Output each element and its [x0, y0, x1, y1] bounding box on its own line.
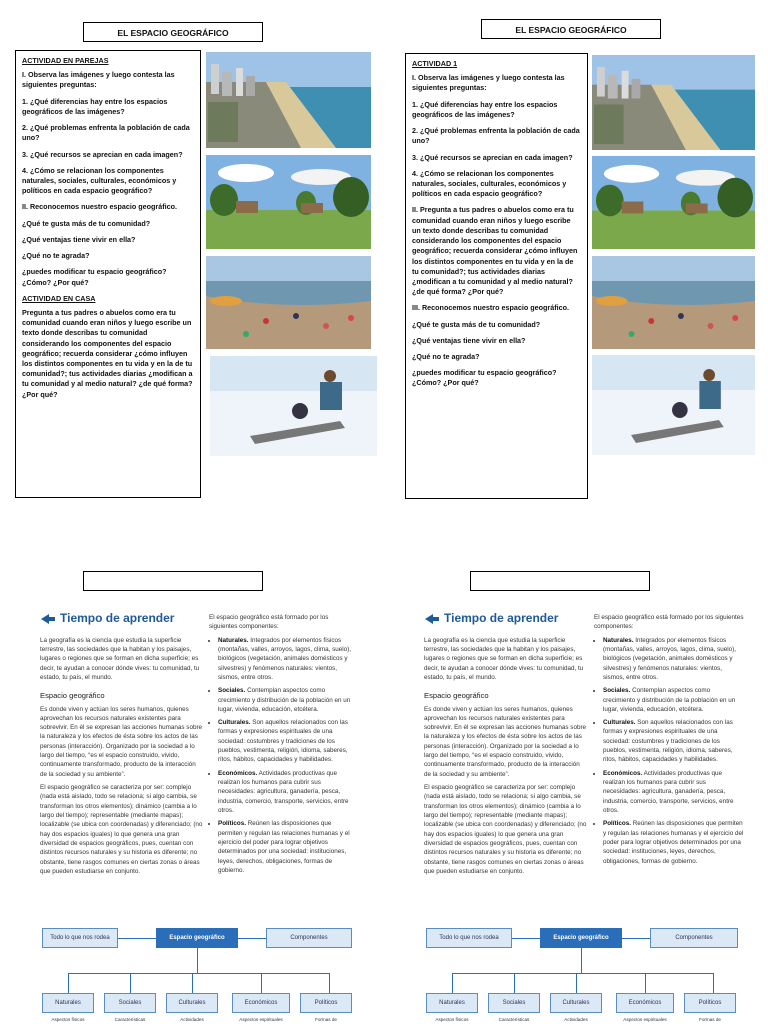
diagram-box-right: Componentes — [266, 928, 352, 948]
photo-snow-fishing — [210, 356, 377, 456]
right-bottom-title-box — [470, 571, 650, 591]
right-q2: 2. ¿Qué problemas enfrenta la población de cada uno? — [412, 126, 580, 146]
book-col2-intro: El espacio geográfico está formado por los siguientes componentes: — [594, 614, 744, 631]
left-bottom-title-box — [83, 571, 263, 591]
left-home-heading: ACTIVIDAD EN CASA — [22, 293, 96, 303]
diagram-item: Políticos — [300, 993, 352, 1013]
diagram-item: Económicos — [232, 993, 290, 1013]
diagram-box-right: Componentes — [650, 928, 738, 948]
component-item: • Políticos. Reúnen las disposiciones que permiten y regulan las relaciones humanas y el ejercicio del poder para lograr objetivos determinados por una sociedad: instituciones, leyes, derechos, obligaciones, formas de gobierno. — [218, 819, 357, 875]
photo-coastal-city-2 — [592, 55, 755, 150]
right-q6: III. Reconocemos nuestro espacio geográfico. — [412, 303, 569, 313]
diagram-sub: Características — [498, 1017, 530, 1022]
diagram-item: Naturales — [426, 993, 478, 1013]
right-q9: ¿Qué no te agrada? — [412, 352, 480, 362]
diagram-sub: Formas de — [699, 1017, 721, 1022]
diagram-item: Económicos — [616, 993, 674, 1013]
diagram-item: Sociales — [488, 993, 540, 1013]
diagram-sub: Aspectos físicos — [51, 1017, 85, 1022]
concept-diagram-right — [424, 928, 742, 1024]
component-item: • Económicos. Actividades productivas que realizan los humanos para cubrir sus necesidades: agricultura, ganadería, pesca, industria, comercio, transporte, servicios, entre otros. — [603, 769, 744, 816]
book-col2-right — [594, 613, 744, 870]
diagram-item: Sociales — [104, 993, 156, 1013]
photo-rural-field-2 — [592, 156, 755, 249]
book-p2: El espacio geográfico se caracteriza por ser: complejo (nada está aislado, todo se relaciona; si algo cambia, se transforman los otros elementos); dinámico (cambia a lo largo del tiempo); representable (mediante mapas); localizable (se ubica con coordenadas) y diferenciado; (no hay dos espacios iguales) lo que genera una gran diversidad de espacios geográficos, pues, cuentan con distintos recursos naturales y su historia es diferente; no obstante, tiene rasgos comunes en ciertas zonas o áreas que pueden estudiarse en conjunto. — [40, 784, 203, 875]
right-q5: II. Pregunta a tus padres o abuelos como era tu comunidad cuando eran niños y luego escribe un texto donde describas tu comunidad considerando los componentes del espacio geográfico; recuerda considerar ¿cómo influyen los distintos componentes en tu vida y en la de tu comunidad?; tus actividades diarias ¿modifican a tu comunidad y al medio natural? ¿de qué forma? ¿Por qué? — [412, 205, 578, 297]
diagram-sub: Aspectos físicos — [435, 1017, 469, 1022]
right-activity-heading: ACTIVIDAD 1 — [412, 59, 458, 68]
component-item: • Sociales. Contemplan aspectos como crecimiento y distribución de la población en un lugar, vivienda, educación, etcétera. — [218, 686, 357, 714]
arrow-icon — [40, 613, 56, 625]
component-item: • Naturales. Integrados por elementos físicos (montañas, valles, arroyos, lagos, clima, suelo), biológicos (vegetación, animales domésticos y silvestres) y fenómenos naturales: vientos, sismos, entre otros. — [218, 636, 357, 683]
right-q7: ¿Qué te gusta más de tu comunidad? — [412, 319, 541, 329]
left-q1: 1. ¿Qué diferencias hay entre los espacios geográficos de las imágenes? — [22, 96, 168, 116]
arrow-icon — [424, 613, 440, 625]
book-col1-left — [40, 610, 203, 880]
book-p1: Es donde viven y actúan los seres humanos, quienes aprovechan los recursos naturales existentes para sobrevivir. En él se expresan las acciones humanas sobre la naturaleza y los efectos de ésta sobre los actos de las personas (interacción). Organizado por la sociedad a lo largo del tiempo, “es el espacio construido, vivido, continuamente transformado, producto de la interacción de la sociedad y su ambiente”. — [40, 705, 203, 778]
book-title: Tiempo de aprender — [40, 610, 203, 628]
book-sub: Espacio geográfico — [424, 691, 489, 701]
left-q6: ¿Qué te gusta más de tu comunidad? — [22, 218, 151, 228]
left-q4: 4. ¿Cómo se relacionan los componentes naturales, sociales, culturales, económicos y políticos en cada espacio geográfico? — [22, 165, 177, 196]
right-q8: ¿Qué ventajas tiene vivir en ella? — [412, 335, 526, 345]
diagram-item: Culturales — [550, 993, 602, 1013]
book-col2-left — [209, 613, 357, 879]
left-q7: ¿Qué ventajas tiene vivir en ella? — [22, 234, 136, 244]
book-col2-intro: El espacio geográfico está formado por los siguientes componentes: — [209, 614, 329, 631]
book-p2: El espacio geográfico se caracteriza por ser: complejo (nada está aislado, todo se relaciona; si algo cambia, se transforman los otros elementos); dinámico (cambia a lo largo del tiempo); representable (mediante mapas); localizable (se ubica con coordenadas) y diferenciado; (no hay dos espacios iguales) lo que genera una gran diversidad de espacios geográficos, pues, cuentan con distintos recursos naturales y su historia es diferente; no obstante, tiene rasgos comunes en ciertas zonas o áreas que pueden estudiarse en conjunto. — [424, 784, 587, 875]
diagram-box-center: Espacio geográfico — [156, 928, 238, 948]
diagram-item: Culturales — [166, 993, 218, 1013]
book-col1-right — [424, 610, 587, 880]
diagram-box-left: Todo lo que nos rodea — [426, 928, 512, 948]
left-q5: II. Reconocemos nuestro espacio geográfico. — [22, 202, 177, 212]
diagram-sub: Aspectos espirituales — [623, 1017, 667, 1022]
left-q2: 2. ¿Qué problemas enfrenta la población de cada uno? — [22, 123, 190, 143]
book-title: Tiempo de aprender — [424, 610, 587, 628]
left-q9: ¿puedes modificar tu espacio geográfico? ¿Cómo? ¿Por qué? — [22, 267, 167, 287]
component-item: • Sociales. Contemplan aspectos como crecimiento y distribución de la población en un lugar, vivienda, educación, etcétera. — [603, 686, 744, 714]
left-q0: I. Observa las imágenes y luego contesta las siguientes preguntas: — [22, 70, 175, 90]
diagram-item: Naturales — [42, 993, 94, 1013]
photo-snow-fishing-2 — [592, 355, 755, 455]
left-activity-heading: ACTIVIDAD EN PAREJAS — [22, 56, 109, 65]
right-title-box: EL ESPACIO GEOGRÁFICO — [481, 19, 661, 39]
left-title-box: EL ESPACIO GEOGRÁFICO — [83, 22, 263, 42]
diagram-sub: Características — [114, 1017, 146, 1022]
photo-beach-2 — [592, 256, 755, 349]
left-q3: 3. ¿Qué recursos se aprecian en cada imagen? — [22, 149, 183, 159]
diagram-sub: Aspectos espirituales — [239, 1017, 283, 1022]
diagram-sub: Actividades — [564, 1017, 588, 1022]
diagram-sub: Formas de — [315, 1017, 337, 1022]
right-q3: 3. ¿Qué recursos se aprecian en cada imagen? — [412, 152, 573, 162]
photo-coastal-city — [206, 52, 371, 148]
right-q4: 4. ¿Cómo se relacionan los componentes naturales, sociales, culturales, económicos y políticos en cada espacio geográfico? — [412, 168, 567, 199]
component-item: • Económicos. Actividades productivas que realizan los humanos para cubrir sus necesidades: agricultura, ganadería, pesca, industria, comercio, transporte, servicios, entre otros. — [218, 769, 357, 816]
concept-diagram-left — [40, 928, 355, 1024]
diagram-box-center: Espacio geográfico — [540, 928, 622, 948]
right-q10: ¿puedes modificar tu espacio geográfico? ¿Cómo? ¿Por qué? — [412, 368, 557, 388]
book-sub: Espacio geográfico — [40, 691, 105, 701]
diagram-sub: Actividades — [180, 1017, 204, 1022]
right-q1: 1. ¿Qué diferencias hay entre los espacios geográficos de las imágenes? — [412, 99, 558, 119]
left-activity-card — [15, 50, 201, 498]
photo-rural-field — [206, 155, 371, 249]
diagram-item: Políticos — [684, 993, 736, 1013]
left-home-text: Pregunta a tus padres o abuelos como era tu comunidad cuando eran niños y luego escribe un texto donde describas tu comunidad considerando los componentes del espacio geográfico; recuerda considerar ¿cómo influyen los distintos componentes en tu vida y en la de tu comunidad?; tus actividades diarias ¿modifican a tu comunidad y al medio natural? ¿de qué forma? ¿Por qué? — [22, 307, 193, 399]
book-intro: La geografía es la ciencia que estudia la superficie terrestre, las sociedades que la habitan y los paisajes, lugares o regiones que se forman en dicha superficie; es decir, te ayudan a conocer dónde vives: tu comunidad, tu estado, tu país, el mundo. — [424, 636, 584, 681]
component-item: • Culturales. Son aquellos relacionados con las formas y expresiones espirituales de una sociedad: costumbres y tradiciones de los pueblos, vestimenta, religión, idioma, saberes, ritos, hábitos, capacidades y habilidades. — [218, 718, 357, 765]
component-item: • Naturales. Integrados por elementos físicos (montañas, valles, arroyos, lagos, clima, suelo), biológicos (vegetación, animales domésticos y silvestres) y fenómenos naturales: vientos, sismos, entre otros. — [603, 636, 744, 683]
right-activity-card — [405, 53, 588, 499]
diagram-box-left: Todo lo que nos rodea — [42, 928, 118, 948]
component-item: • Políticos. Reúnen las disposiciones que permiten y regulan las relaciones humanas y el ejercicio del poder para lograr objetivos determinados por una sociedad: instituciones, leyes, derechos, obligaciones, formas de gobierno. — [603, 819, 744, 866]
left-q8: ¿Qué no te agrada? — [22, 251, 90, 261]
photo-beach — [206, 256, 371, 349]
component-item: • Culturales. Son aquellos relacionados con las formas y expresiones espirituales de una sociedad: costumbres y tradiciones de los pueblos, vestimenta, religión, idioma, saberes, ritos, hábitos, capacidades y habilidades. — [603, 718, 744, 765]
book-intro: La geografía es la ciencia que estudia la superficie terrestre, las sociedades que la habitan y los paisajes, lugares o regiones que se forman en dicha superficie; es decir, te ayudan a conocer dónde vives: tu comunidad, tu estado, tu país, el mundo. — [40, 636, 200, 681]
right-q0: I. Observa las imágenes y luego contesta las siguientes preguntas: — [412, 73, 565, 93]
book-p1: Es donde viven y actúan los seres humanos, quienes aprovechan los recursos naturales existentes para sobrevivir. En él se expresan las acciones humanas sobre la naturaleza y los efectos de ésta sobre los actos de las personas (interacción). Organizado por la sociedad a lo largo del tiempo, “es el espacio construido, vivido, continuamente transformado, producto de la interacción de la sociedad y su ambiente”. — [424, 705, 587, 778]
